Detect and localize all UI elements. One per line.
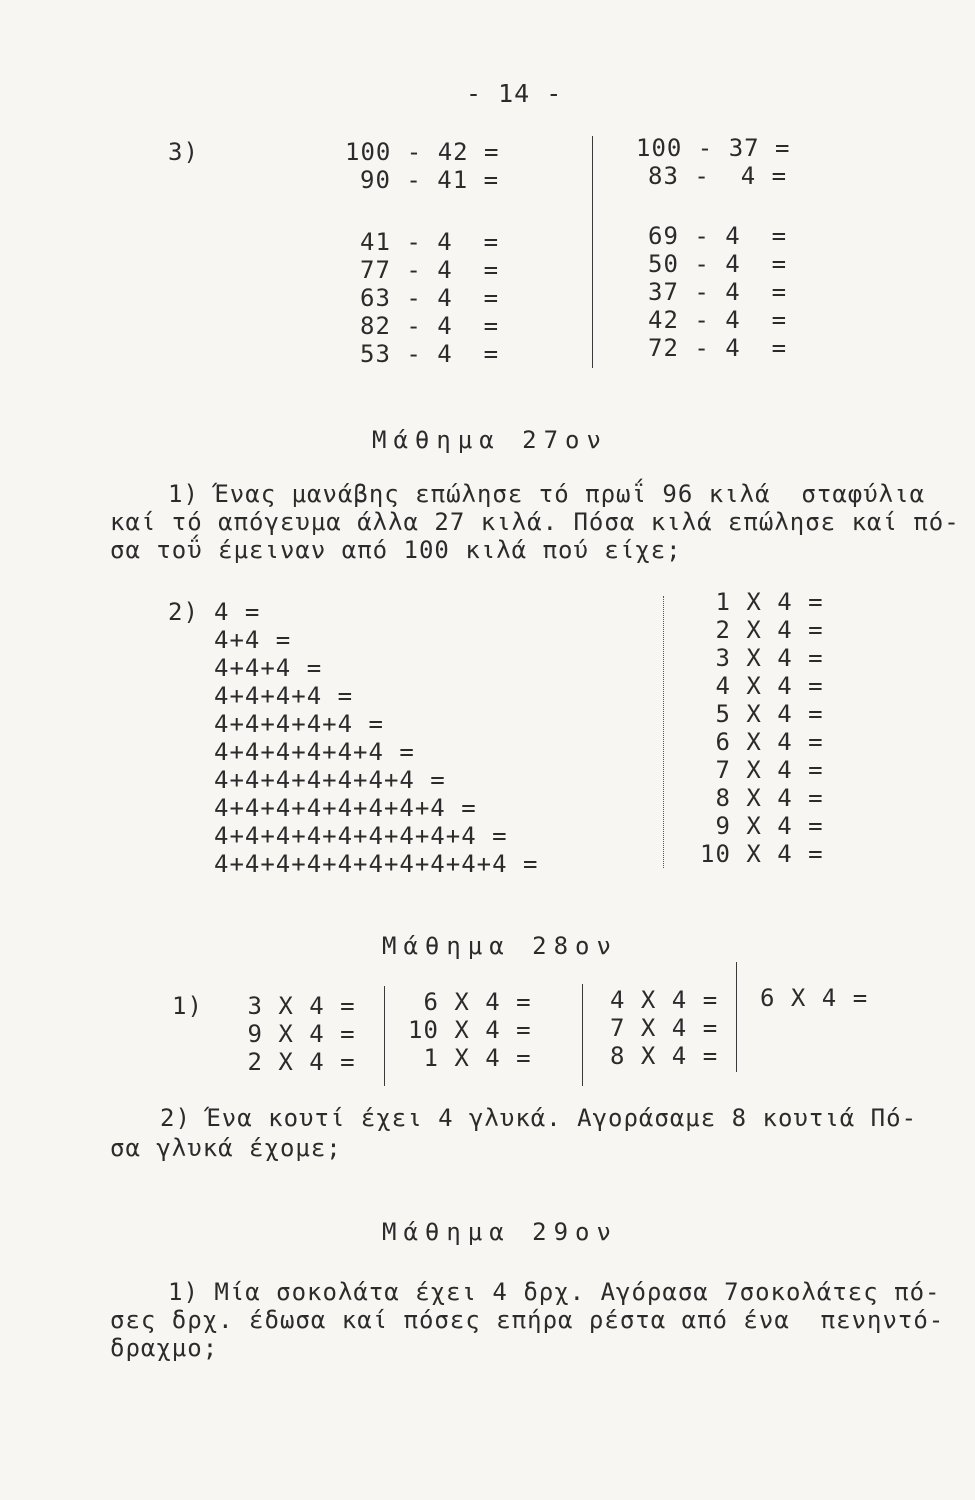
sum-row: 4+4+4+4+4 =: [214, 710, 384, 738]
column-divider: [736, 962, 737, 1072]
column-divider: [592, 136, 593, 368]
text-line: δραχμο;: [110, 1334, 219, 1362]
text-line: 2) Ένα κουτί έχει 4 γλυκά. Αγοράσαμε 8 κουτιά Πό-: [160, 1104, 918, 1132]
column-divider: [384, 986, 385, 1086]
text-line: σα γλυκά έχομε;: [110, 1134, 342, 1162]
sum-row: 4+4+4+4+4+4+4+4+4 =: [214, 822, 508, 850]
text-line: σα τοΰ έμειναν από 100 κιλά πού είχε;: [110, 536, 682, 564]
equation: 37 - 4 =: [648, 278, 788, 306]
product-row: 7 X 4 =: [700, 756, 824, 784]
product-row: 1 X 4 =: [408, 1044, 532, 1072]
product-row: 5 X 4 =: [700, 700, 824, 728]
sum-row: 4+4+4+4+4+4+4 =: [214, 766, 446, 794]
lesson-27-heading: Μάθημα 27ον: [372, 426, 608, 454]
product-row: 6 X 4 =: [760, 984, 869, 1012]
product-row: 6 X 4 =: [700, 728, 824, 756]
equation: 100 - 42 =: [345, 138, 500, 166]
product-row: 2 X 4 =: [232, 1048, 356, 1076]
product-row: 7 X 4 =: [610, 1014, 719, 1042]
equation: 82 - 4 =: [360, 312, 500, 340]
column-divider: [663, 596, 664, 868]
equation: 41 - 4 =: [360, 228, 500, 256]
product-row: 8 X 4 =: [700, 784, 824, 812]
exercise-3-label: 3): [168, 138, 199, 166]
product-row: 8 X 4 =: [610, 1042, 719, 1070]
sum-row: 4+4+4+4+4+4+4+4+4+4 =: [214, 850, 539, 878]
equation: 83 - 4 =: [648, 162, 788, 190]
product-row: 10 X 4 =: [408, 1016, 532, 1044]
page-number: - 14 -: [466, 79, 563, 108]
sum-row: 4+4+4 =: [214, 654, 323, 682]
equation: 72 - 4 =: [648, 334, 788, 362]
text-line: καί τό απόγευμα άλλα 27 κιλά. Πόσα κιλά επώλησε καί πό-: [110, 508, 960, 536]
product-row: 9 X 4 =: [700, 812, 824, 840]
column-divider: [582, 984, 583, 1086]
lesson-29-heading: Μάθημα 29ον: [382, 1218, 618, 1246]
lesson-27-problem-2-label: 2): [168, 598, 199, 626]
product-row: 1 X 4 =: [700, 588, 824, 616]
product-row: 3 X 4 =: [232, 992, 356, 1020]
equation: 42 - 4 =: [648, 306, 788, 334]
equation: 77 - 4 =: [360, 256, 500, 284]
lesson-28-heading: Μάθημα 28ον: [382, 932, 618, 960]
sum-row: 4+4+4+4+4+4+4+4 =: [214, 794, 477, 822]
product-row: 4 X 4 =: [700, 672, 824, 700]
sum-row: 4+4+4+4 =: [214, 682, 354, 710]
product-row: 6 X 4 =: [408, 988, 532, 1016]
equation: 69 - 4 =: [648, 222, 788, 250]
product-row: 3 X 4 =: [700, 644, 824, 672]
text-line: 1) Μία σοκολάτα έχει 4 δρχ. Αγόρασα 7σοκολάτες πό-: [168, 1278, 941, 1306]
equation: 53 - 4 =: [360, 340, 500, 368]
equation: 90 - 41 =: [360, 166, 500, 194]
sum-row: 4 =: [214, 598, 261, 626]
equation: 63 - 4 =: [360, 284, 500, 312]
product-row: 2 X 4 =: [700, 616, 824, 644]
sum-row: 4+4 =: [214, 626, 292, 654]
product-row: 4 X 4 =: [610, 986, 719, 1014]
equation: 100 - 37 =: [636, 134, 791, 162]
text-line: σες δρχ. έδωσα καί πόσες επήρα ρέστα από ένα πενηντό-: [110, 1306, 945, 1334]
equation: 50 - 4 =: [648, 250, 788, 278]
text-line: 1) Ένας μανάβης επώλησε τό πρωΐ 96 κιλά σταφύλια: [168, 480, 926, 508]
product-row: 10 X 4 =: [700, 840, 824, 868]
sum-row: 4+4+4+4+4+4 =: [214, 738, 415, 766]
lesson-28-problem-1-label: 1): [172, 992, 203, 1020]
product-row: 9 X 4 =: [232, 1020, 356, 1048]
